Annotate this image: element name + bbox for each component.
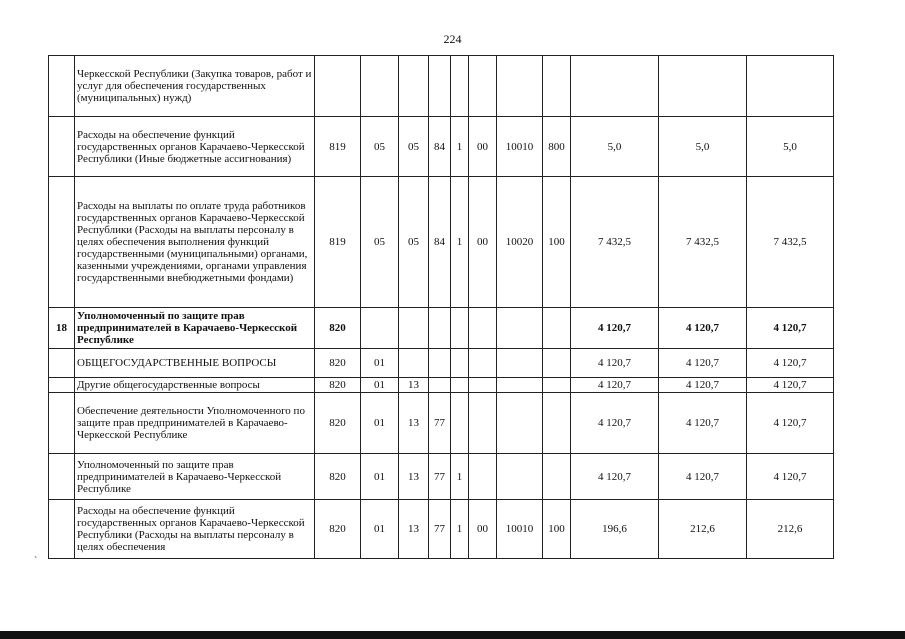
code-pr: [399, 349, 429, 378]
code-pr: 13: [399, 378, 429, 393]
code-gr: 820: [315, 393, 361, 454]
code-gr: 820: [315, 349, 361, 378]
code-sub: 1: [451, 500, 469, 559]
amount-year3: 7 432,5: [747, 177, 834, 308]
code-rz: 01: [361, 500, 399, 559]
amount-year1: 7 432,5: [571, 177, 659, 308]
row-name: Уполномоченный по защите прав предпринимателей в Карачаево-Черкесской Республике: [75, 308, 315, 349]
code-prog: [429, 349, 451, 378]
amount-year1: 196,6: [571, 500, 659, 559]
table-row: [49, 378, 834, 393]
code-vr: [543, 56, 571, 117]
code-main: [469, 308, 497, 349]
code-dir: [497, 378, 543, 393]
code-rz: [361, 308, 399, 349]
code-main: [469, 349, 497, 378]
row-name: Другие общегосударственные вопросы: [75, 378, 315, 393]
amount-year1: 4 120,7: [571, 349, 659, 378]
amount-year3: 212,6: [747, 500, 834, 559]
code-gr: 820: [315, 378, 361, 393]
row-name: Черкесской Республики (Закупка товаров, работ и услуг для обеспечения государственных (муниципальных) нужд): [75, 56, 315, 117]
amount-year3: 4 120,7: [747, 454, 834, 500]
code-pr: 13: [399, 454, 429, 500]
code-prog: 77: [429, 500, 451, 559]
code-pr: 13: [399, 393, 429, 454]
code-sub: [451, 349, 469, 378]
amount-year3: [747, 56, 834, 117]
code-dir: [497, 308, 543, 349]
amount-year1: 4 120,7: [571, 378, 659, 393]
code-prog: 84: [429, 177, 451, 308]
code-rz: 01: [361, 454, 399, 500]
code-prog: 77: [429, 454, 451, 500]
table-row: [49, 308, 834, 349]
code-rz: 01: [361, 349, 399, 378]
code-rz: 05: [361, 117, 399, 177]
code-pr: 05: [399, 117, 429, 177]
amount-year2: 4 120,7: [659, 393, 747, 454]
scan-bottom-edge: [0, 631, 905, 639]
code-rz: 05: [361, 177, 399, 308]
code-vr: 100: [543, 500, 571, 559]
amount-year2: 7 432,5: [659, 177, 747, 308]
amount-year2: 4 120,7: [659, 378, 747, 393]
code-dir: 10010: [497, 500, 543, 559]
code-dir: [497, 393, 543, 454]
code-sub: [451, 393, 469, 454]
code-dir: [497, 454, 543, 500]
row-name: Расходы на выплаты по оплате труда работников государственных органов Карачаево-Черкесской Республики (Расходы на выплаты персоналу в целях обеспечения выполнения функций государственными (муниципальными) органами, казенными учреждениями, органами управления государственными внебюджетными фондами): [75, 177, 315, 308]
amount-year2: 5,0: [659, 117, 747, 177]
code-sub: 1: [451, 177, 469, 308]
code-gr: 819: [315, 117, 361, 177]
amount-year2: 4 120,7: [659, 308, 747, 349]
row-name: Обеспечение деятельности Уполномоченного по защите прав предпринимателей в Карачаево-Черкесской Республике: [75, 393, 315, 454]
code-sub: 1: [451, 117, 469, 177]
table-row: [49, 56, 834, 117]
code-sub: [451, 378, 469, 393]
stray-mark: `: [34, 556, 38, 567]
code-gr: 820: [315, 500, 361, 559]
code-dir: 10020: [497, 177, 543, 308]
amount-year1: 4 120,7: [571, 454, 659, 500]
table-row: [49, 454, 834, 500]
amount-year1: [571, 56, 659, 117]
code-vr: [543, 393, 571, 454]
code-gr: 820: [315, 308, 361, 349]
code-pr: [399, 308, 429, 349]
amount-year2: 4 120,7: [659, 349, 747, 378]
row-number: [49, 500, 75, 559]
amount-year1: 5,0: [571, 117, 659, 177]
code-vr: [543, 349, 571, 378]
code-gr: 820: [315, 454, 361, 500]
amount-year1: 4 120,7: [571, 393, 659, 454]
code-sub: [451, 308, 469, 349]
row-name: Расходы на обеспечение функций государственных органов Карачаево-Черкесской Республики (Иные бюджетные ассигнования): [75, 117, 315, 177]
budget-table: [48, 55, 834, 559]
code-prog: 77: [429, 393, 451, 454]
code-pr: 05: [399, 177, 429, 308]
amount-year3: 4 120,7: [747, 308, 834, 349]
amount-year3: 4 120,7: [747, 378, 834, 393]
table-row: [49, 349, 834, 378]
code-prog: [429, 56, 451, 117]
code-prog: 84: [429, 117, 451, 177]
code-vr: 800: [543, 117, 571, 177]
row-number: [49, 393, 75, 454]
code-sub: 1: [451, 454, 469, 500]
amount-year3: 4 120,7: [747, 393, 834, 454]
code-pr: [399, 56, 429, 117]
code-rz: [361, 56, 399, 117]
amount-year3: 4 120,7: [747, 349, 834, 378]
code-sub: [451, 56, 469, 117]
amount-year2: [659, 56, 747, 117]
code-prog: [429, 308, 451, 349]
code-prog: [429, 378, 451, 393]
amount-year1: 4 120,7: [571, 308, 659, 349]
row-number: [49, 378, 75, 393]
table-row: [49, 500, 834, 559]
code-dir: [497, 349, 543, 378]
amount-year2: 212,6: [659, 500, 747, 559]
row-number: [49, 454, 75, 500]
row-name: ОБЩЕГОСУДАРСТВЕННЫЕ ВОПРОСЫ: [75, 349, 315, 378]
page-number: 224: [443, 32, 462, 46]
code-main: 00: [469, 500, 497, 559]
code-dir: [497, 56, 543, 117]
code-gr: 819: [315, 177, 361, 308]
code-rz: 01: [361, 378, 399, 393]
code-gr: [315, 56, 361, 117]
row-name: Расходы на обеспечение функций государственных органов Карачаево-Черкесской Республики (Расходы на выплаты персоналу в целях обеспечения: [75, 500, 315, 559]
code-main: [469, 378, 497, 393]
code-vr: [543, 308, 571, 349]
row-number: [49, 177, 75, 308]
code-pr: 13: [399, 500, 429, 559]
amount-year3: 5,0: [747, 117, 834, 177]
table-row: [49, 177, 834, 308]
table-row: [49, 117, 834, 177]
code-main: [469, 393, 497, 454]
row-name: Уполномоченный по защите прав предпринимателей в Карачаево-Черкесской Республике: [75, 454, 315, 500]
amount-year2: 4 120,7: [659, 454, 747, 500]
code-main: 00: [469, 117, 497, 177]
code-vr: [543, 378, 571, 393]
row-number: [49, 56, 75, 117]
code-rz: 01: [361, 393, 399, 454]
code-dir: 10010: [497, 117, 543, 177]
table-row: [49, 393, 834, 454]
row-number: [49, 349, 75, 378]
code-main: 00: [469, 177, 497, 308]
code-vr: 100: [543, 177, 571, 308]
row-number: [49, 117, 75, 177]
code-main: [469, 454, 497, 500]
code-vr: [543, 454, 571, 500]
row-number: 18: [49, 308, 75, 349]
code-main: [469, 56, 497, 117]
